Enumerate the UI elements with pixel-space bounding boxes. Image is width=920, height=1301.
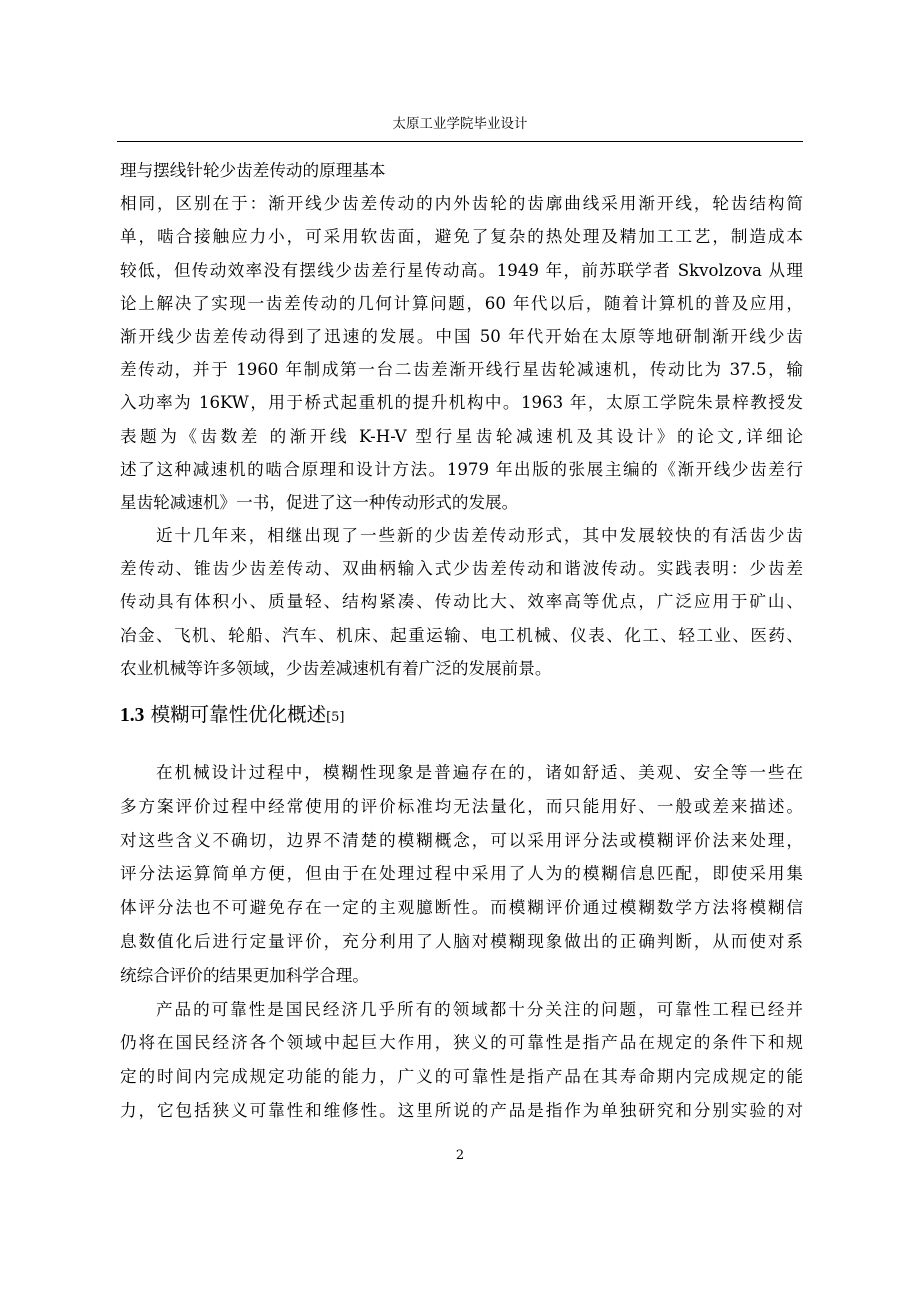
text-line: 传动具有体积小、质量轻、结构紧凑、传动比大、效率高等优点，广泛应用于矿山、 — [120, 592, 803, 612]
text-line: 农业机械等许多领域，少齿差减速机有着广泛的发展前景。 — [120, 658, 552, 678]
text-line: 产品的可靠性是国民经济几乎所有的领域都十分关注的问题，可靠性工程已经并 — [156, 999, 803, 1019]
text-line: 较低，但传动效率没有摆线少齿差行星传动高。1949 年，前苏联学者 Skvolzova 从理 — [120, 260, 803, 280]
text-line: 星齿轮减速机》一书，促进了这一种传动形式的发展。 — [120, 492, 519, 512]
header-rule — [117, 141, 803, 142]
body-text-bottom — [120, 756, 803, 1128]
text-line: 定的时间内完成规定功能的能力，广义的可靠性是指产品在其寿命期内完成规定的能 — [120, 1067, 803, 1087]
text-line: 述了这种减速机的啮合原理和设计方法。1979 年出版的张展主编的《渐开线少齿差行 — [120, 459, 803, 479]
text-line: 多方案评价过程中经常使用的评价标准均无法量化，而只能用好、一般或差来描述。 — [120, 796, 803, 816]
text-line: 息数值化后进行定量评价，充分利用了人脑对模糊现象做出的正确判断，从而使对系 — [120, 931, 803, 951]
text-line: 力，它包括狭义可靠性和维修性。这里所说的产品是指作为单独研究和分别实验的对 — [120, 1100, 803, 1120]
text-line: 体评分法也不可避免存在一定的主观臆断性。而模糊评价通过模糊数学方法将模糊信 — [120, 898, 803, 918]
text-line: 论上解决了实现一齿差传动的几何计算问题，60 年代以后，随着计算机的普及应用， — [120, 293, 803, 313]
section-number: 1.3 — [120, 705, 145, 726]
text-line: 在机械设计过程中，模糊性现象是普遍存在的，诸如舒适、美观、安全等一些在 — [156, 763, 803, 782]
page-number: 2 — [455, 1148, 465, 1163]
text-line: 冶金、飞机、轮船、汽车、机床、起重运输、电工机械、仪表、化工、轻工业、医药、 — [120, 625, 803, 645]
text-line: 渐开线少齿差传动得到了迅速的发展。中国 50 年代开始在太原等地研制渐开线少齿 — [120, 326, 803, 346]
text-line: 统综合评价的结果更加科学合理。 — [120, 965, 369, 985]
text-line: 差传动，并于 1960 年制成第一台二齿差渐开线行星齿轮减速机，传动比为 37.5，输 — [120, 360, 803, 380]
text-line: 理与摆线针轮少齿差传动的原理基本 — [120, 161, 386, 180]
body-text-top — [120, 154, 803, 685]
text-line: 相同，区别在于：渐开线少齿差传动的内外齿轮的齿廓曲线采用渐开线，轮齿结构简 — [120, 194, 803, 214]
section-citation: [5] — [326, 710, 345, 725]
text-line: 对这些含义不确切，边界不清楚的模糊概念，可以采用评分法或模糊评价法来处理， — [120, 830, 803, 850]
running-header: 太原工业学院毕业设计 — [392, 116, 528, 132]
text-line: 入功率为 16KW，用于桥式起重机的提升机构中。1963 年，太原工学院朱景梓教授发 — [120, 393, 803, 413]
text-line: 表题为《齿数差 的渐开线 K-H-V 型行星齿轮减速机及其设计》的论文,详细论 — [120, 426, 803, 446]
section-heading — [120, 699, 345, 727]
text-line: 近十几年来，相继出现了一些新的少齿差传动形式，其中发展较快的有活齿少齿 — [156, 526, 803, 546]
text-line: 单，啮合接触应力小，可采用软齿面，避免了复杂的热处理及精加工工艺，制造成本 — [120, 227, 803, 247]
text-line: 仍将在国民经济各个领域中起巨大作用，狭义的可靠性是指产品在规定的条件下和规 — [120, 1033, 803, 1053]
text-line: 差传动、锥齿少齿差传动、双曲柄输入式少齿差传动和谐波传动。实践表明：少齿差 — [120, 559, 803, 579]
section-title: 模糊可靠性优化概述 — [150, 703, 327, 726]
text-line: 评分法运算简单方便，但由于在处理过程中采用了人为的模糊信息匹配，即使采用集 — [120, 864, 803, 884]
